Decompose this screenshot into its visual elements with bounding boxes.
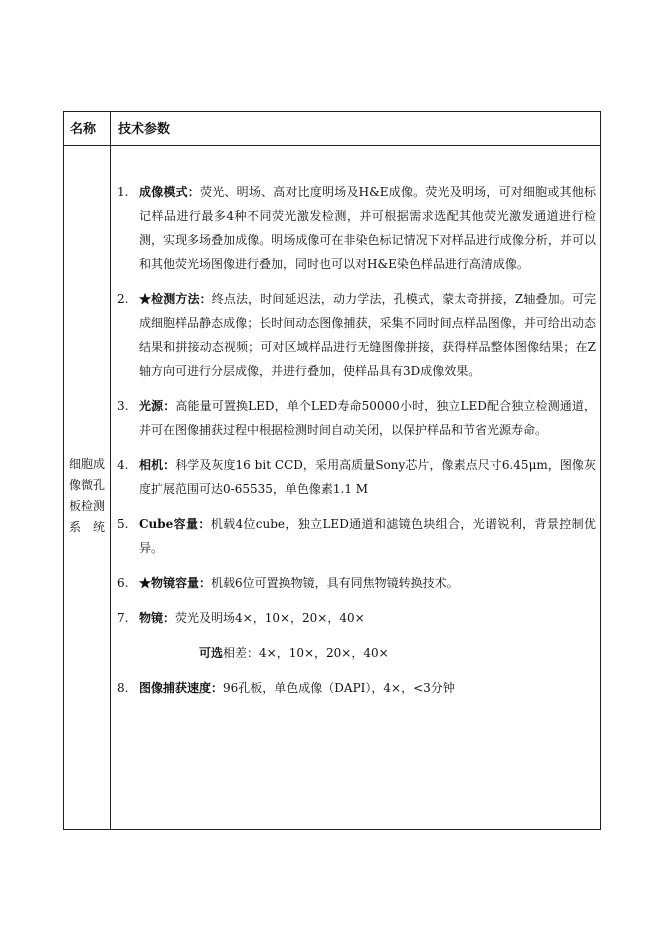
header-params-label: 技术参数: [118, 122, 171, 137]
item-number: 3.: [117, 399, 129, 413]
header-params-cell: [111, 112, 601, 146]
item-sub-line: [139, 641, 596, 665]
table-header-row: [64, 112, 601, 146]
item-title: 成像模式：: [139, 185, 201, 199]
list-item: [117, 394, 596, 442]
item-title: 图像捕获速度：: [139, 681, 224, 695]
item-title: 相机：: [139, 458, 176, 472]
item-text: 科学及灰度16 bit CCD，采用高质量Sony芯片，像素点尺寸6.45μm，图像灰度扩展范围可达0-65535，单色像素1.1 M: [139, 458, 596, 496]
item-number: 1.: [117, 185, 129, 199]
header-name-cell: [64, 112, 111, 146]
item-sub-title: 可选: [199, 646, 224, 660]
list-item: [117, 512, 596, 560]
item-text: 机载4位cube，独立LED通道和滤镜色块组合，光谱锐利，背景控制优异。: [139, 517, 596, 555]
item-number: 2.: [117, 292, 129, 306]
item-text: 高能量可置换LED，单个LED寿命50000小时，独立LED配合独立检测通道，并可在图像捕获过程中根据检测时间自动关闭，以保护样品和节省光源寿命。: [139, 399, 596, 437]
item-text: 荧光及明场4×，10×，20×，40×: [175, 611, 365, 625]
system-name: 细胞成像微孔板检测系统: [69, 456, 106, 534]
list-item: [117, 606, 596, 665]
item-text: 96孔板，单色成像（DAPI），4×，<3分钟: [223, 681, 455, 695]
list-item: [117, 180, 596, 276]
header-name-label: 名称: [70, 122, 97, 137]
item-number: 8.: [117, 681, 129, 695]
list-item: [117, 571, 596, 595]
item-number: 5.: [117, 517, 129, 531]
item-number: 4.: [117, 458, 129, 472]
params-cell: [111, 146, 601, 830]
list-item: [117, 453, 596, 501]
list-item: [117, 287, 596, 383]
params-list: [117, 180, 596, 700]
table-row: [64, 146, 601, 830]
list-item: [117, 676, 596, 700]
item-number: 6.: [117, 576, 129, 590]
item-title: ★物镜容量：: [139, 576, 212, 590]
item-sub-text: 相差：4×，10×，20×，40×: [223, 646, 389, 660]
item-text: 机载6位可置换物镜，具有同焦物镜转换技术。: [211, 576, 459, 590]
spec-table: [63, 111, 601, 830]
item-title: Cube容量：: [139, 517, 211, 531]
item-title: 物镜：: [139, 611, 176, 625]
item-title: ★检测方法：: [139, 292, 212, 306]
system-name-cell: [64, 146, 111, 830]
item-text: 荧光、明场、高对比度明场及H&E成像。荧光及明场，可对细胞或其他标记样品进行最多4种不同荧光激发检测，并可根据需求选配其他荧光激发通道进行检测，实现多场叠加成像。明场成像可在非染色标记情况下对样品进行成像分析，并可以和其他荧光场图像进行叠加，同时也可以对H&E染色样品进行高清成像。: [139, 185, 596, 271]
item-number: 7.: [117, 611, 129, 625]
item-title: 光源：: [139, 399, 176, 413]
item-text: 终点法，时间延迟法，动力学法，孔模式，蒙太奇拼接，Z轴叠加。可完成细胞样品静态成像；长时间动态图像捕获，采集不同时间点样品图像，并可给出动态结果和拼接动态视频；可对区域样品进行无缝图像拼接，获得样品整体图像结果；在Z轴方向可进行分层成像，并进行叠加，使样品具有3D成像效果。: [139, 292, 596, 378]
